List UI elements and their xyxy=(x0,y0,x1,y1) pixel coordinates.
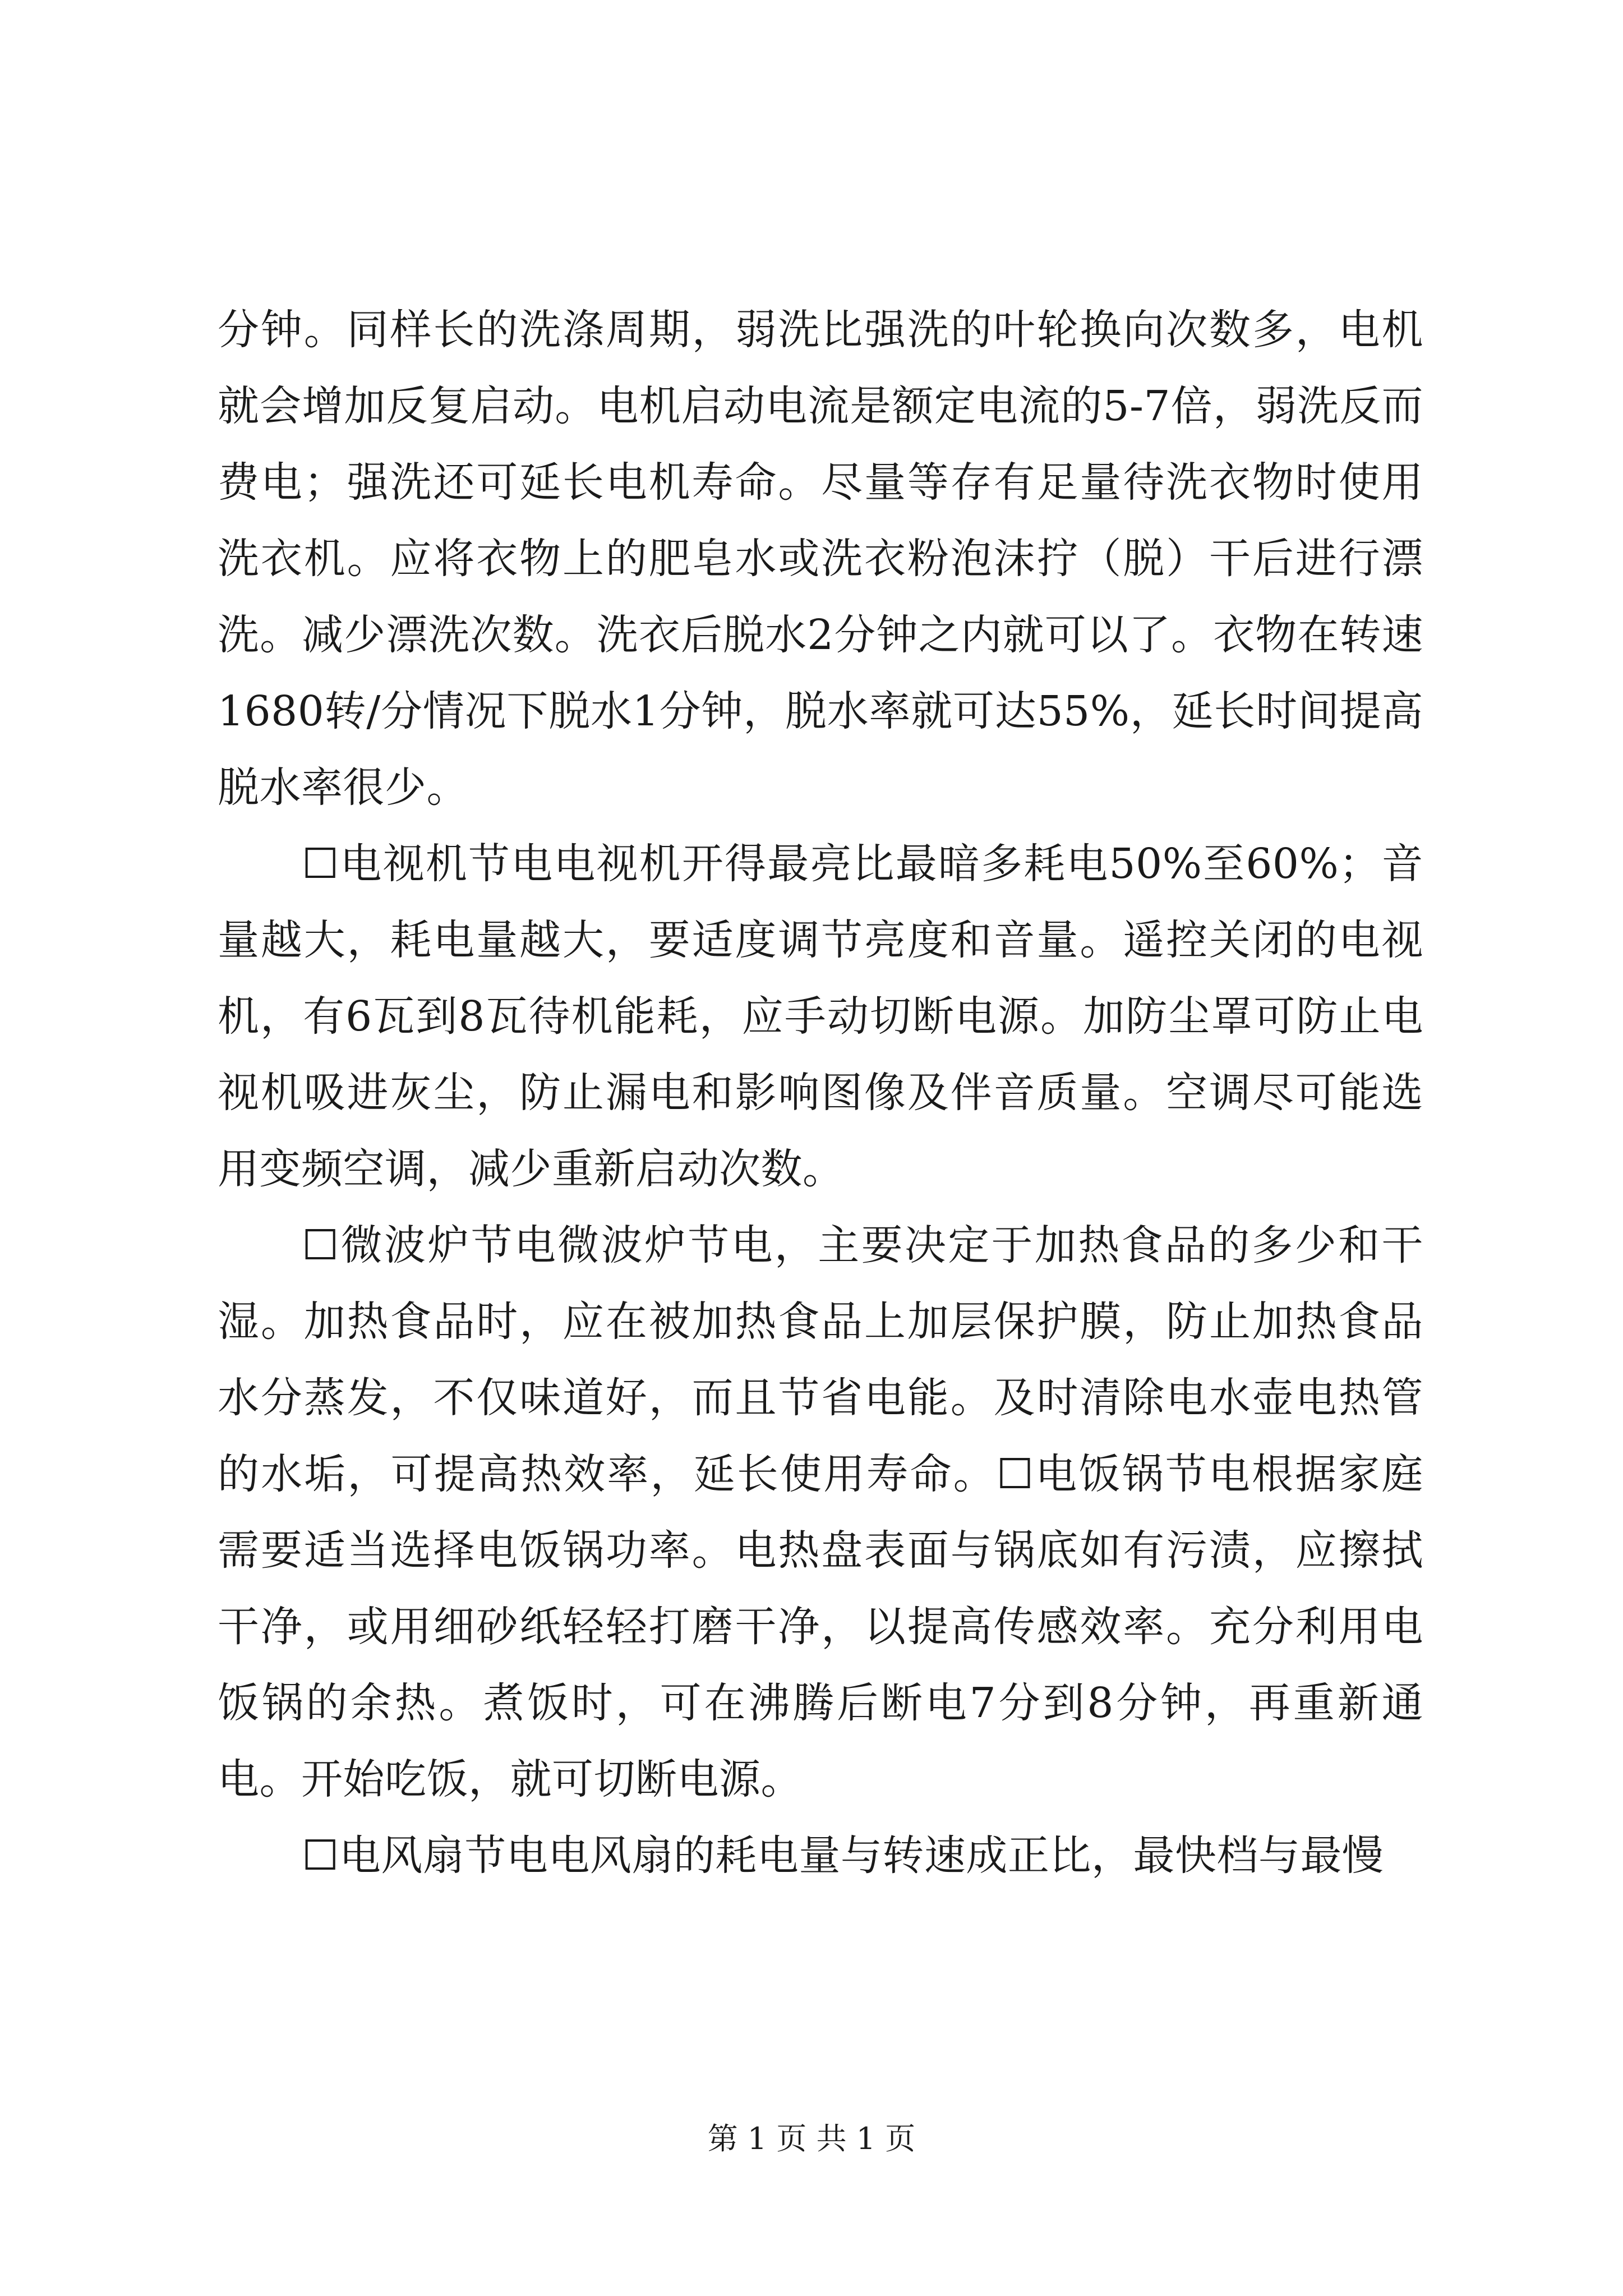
document-body xyxy=(218,292,1423,1894)
paragraph-electric-fan: ☐电风扇节电电风扇的耗电量与转速成正比，最快档与最慢 xyxy=(302,1832,1384,1880)
paragraph-microwave-rice-cooker: ☐微波炉节电微波炉节电，主要决定于加热食品的多少和干湿。加热食品时，应在被加热食品上加层保护膜，防止加热食品水分蒸发，不仅味道好，而且节省电能。及时清除电水壶电热管的水垢，可提高热效率，延长使用寿命。☐电饭锅节电根据家庭需要适当选择电饭锅功率。电热盘表面与锅底如有污渍，应擦拭干净，或用细砂纸轻轻打磨干净，以提高传感效率。充分利用电饭锅的余热。煮饭时，可在沸腾后断电7分到8分钟，再重新通电。开始吃饭，就可切断电源。 xyxy=(218,1221,1423,1803)
paragraph-washing-machine: 分钟。同样长的洗涤周期，弱洗比强洗的叶轮换向次数多，电机就会增加反复启动。电机启动电流是额定电流的5-7倍，弱洗反而费电；强洗还可延长电机寿命。尽量等存有足量待洗衣物时使用洗衣机。应将衣物上的肥皂水或洗衣粉泡沫拧（脱）干后进行漂洗。减少漂洗次数。洗衣后脱水2分钟之内就可以了。衣物在转速1680转/分情况下脱水1分钟，脱水率就可达55%，延长时间提高脱水率很少。 xyxy=(218,306,1423,812)
page-number-footer: 第 1 页 共 1 页 xyxy=(707,2121,916,2156)
paragraph-television: ☐电视机节电电视机开得最亮比最暗多耗电50%至60%；音量越大，耗电量越大，要适度调节亮度和音量。遥控关闭的电视机，有6瓦到8瓦待机能耗，应手动切断电源。加防尘罩可防止电视机吸进灰尘，防止漏电和影响图像及伴音质量。空调尽可能选用变频空调，减少重新启动次数。 xyxy=(218,840,1423,1193)
